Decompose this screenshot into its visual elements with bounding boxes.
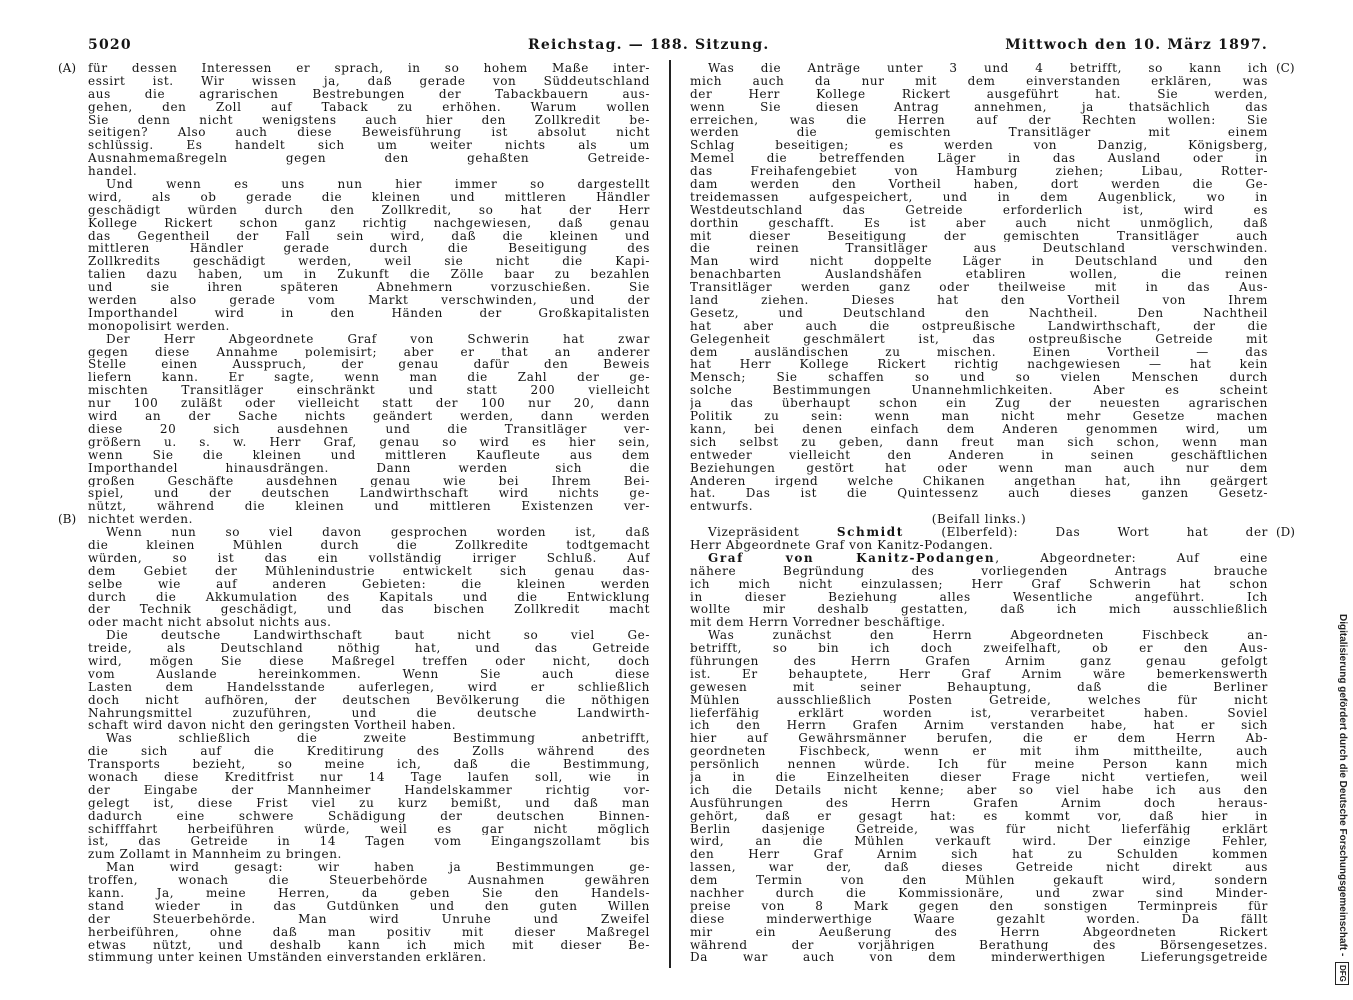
page-header xyxy=(88,36,1268,54)
text-line: nähere Begründung des vorliegenden Antrags brauche xyxy=(690,564,1268,578)
paragraph xyxy=(88,333,650,526)
text-span: Vizepräsident xyxy=(708,526,837,539)
text-line: wonach diese Kreditfrist nur 14 Tage laufen soll, wie in xyxy=(88,770,650,784)
text-line: lassen, war der, daß dieses Getreide nicht direkt aus xyxy=(690,861,1268,875)
session-date: Mittwoch den 10. März 1897. xyxy=(1005,37,1268,53)
text-line: diese 20 sich ausdehnen und die Transitläger ver- xyxy=(88,422,650,436)
text-line: gehört, daß er gesagt hat: es kommt vor, daß hier in xyxy=(690,809,1268,823)
text-line: ich mich nicht einzulassen; Herr Graf Schwerin hat schon xyxy=(690,577,1268,591)
credit-text: Digitalisierung gefördert durch die Deutsche Forschungsgemeinschaft - xyxy=(1337,614,1348,957)
text-line: für dessen Interessen er sprach, in so hohem Maße inter- xyxy=(88,62,650,75)
text-line: Kollege Rickert schon ganz richtig nachgewiesen, daß genau xyxy=(88,216,650,230)
text-line: in dieser Beziehung alles Wesentliche angeführt. Ich xyxy=(690,590,1268,604)
text-line: selbe wie auf anderen Gebieten: die kleinen werden xyxy=(88,577,650,591)
text-line: liefern kann. Er sagte, wenn man die Zahl der ge- xyxy=(88,371,650,385)
text-line: persönlich nennen würde. Ich für meine Person kann mich xyxy=(690,758,1268,771)
paragraph xyxy=(88,861,650,964)
text-line: dem Gebiet der Mühlenindustrie entwickelt sich genau das- xyxy=(88,564,650,578)
text-line: gewesen mit seiner Behauptung, daß die Berliner xyxy=(690,680,1268,694)
text-line: der Steuerbehörde. Man wird Unruhe und Zweifel xyxy=(88,912,650,926)
text-line: Westdeutschland das Getreide erforderlich ist, wird es xyxy=(690,203,1268,217)
text-line: aus die agrarischen Bestrebungen der Tabackbauern aus- xyxy=(88,87,650,101)
text-line: dadurch eine schwere Schädigung der deutschen Binnen- xyxy=(88,809,650,823)
text-line: erreichen, was die Herren auf der Rechten wollen: Sie xyxy=(690,113,1268,127)
text-line: der Herr Kollege Rickert ausgeführt hat. Sie werden, xyxy=(690,87,1268,101)
text-line: mit dem Herrn Vorredner beschäftige. xyxy=(690,616,946,630)
paragraph xyxy=(88,62,650,178)
margin-marker-a: (A) xyxy=(58,61,77,75)
text-line: ja in die Einzelheiten dieser Frage nicht vertiefen, weil xyxy=(690,770,1268,784)
text-line: würden, so ist das ein vollständig irriger Schluß. Auf xyxy=(88,551,650,565)
dfg-logo: DFG xyxy=(1335,962,1349,985)
text-line: Was zunächst den Herrn Abgeordneten Fischbeck an- xyxy=(708,629,1268,643)
text-line: großen Geschäfte ausdehnen genau wie bei Ihrem Bei- xyxy=(88,474,650,488)
text-line: die kleinen Mühlen durch die Zollkredite todtgemacht xyxy=(88,538,650,552)
text-line: treidemassen aufgespeichert, und in dem Augenblick, wo in xyxy=(690,190,1268,204)
text-line: etwas nützt, und deshalb kann ich mich mit dieser Be- xyxy=(88,938,650,952)
text-line: die sich auf die Kreditirung des Zolls während des xyxy=(88,745,650,759)
text-line: der Technik geschädigt, und das bischen Zollkredit macht xyxy=(88,603,650,617)
text-line: Der Herr Abgeordnete Graf von Schwerin hat zwar xyxy=(106,332,650,346)
text-line: hat aber auch die ostpreußische Landwirthschaft, der die xyxy=(690,319,1268,333)
text-line: land ziehen. Dieses hat den Vortheil von Ihrem xyxy=(690,294,1268,307)
text-line: vom Auslande hereinkommen. Wenn Sie auch diese xyxy=(88,667,650,681)
text-line: Herr Abgeordnete Graf von Kanitz-Podangen. xyxy=(690,538,994,552)
text-line: mir ein Aeußerung des Herrn Abgeordneten Rickert xyxy=(690,925,1268,939)
text-line: handel. xyxy=(88,165,138,179)
text-line: Importhandel hinausdrängen. Dann werden sich die xyxy=(88,461,650,475)
text-line: nachher durch die Kommissionäre, und zwar sind Minder- xyxy=(690,887,1268,900)
text-line: Politik zu sein: wenn man nicht mehr Gesetze machen xyxy=(690,410,1268,423)
text-line: Berlin dasjenige Getreide, was für nicht lieferfähig erklärt xyxy=(690,822,1268,836)
text-line: Transitläger werden ganz oder theilweise mit in das Aus- xyxy=(690,281,1268,295)
text-line: das Freihafengebiet von Hamburg ziehen; Libau, Rotter- xyxy=(690,165,1268,179)
text-line: Transports bezieht, so meine ich, daß die Bestimmung, xyxy=(88,758,650,771)
text-line: werden die gemischten Transitläger mit einem xyxy=(690,126,1268,140)
paragraph xyxy=(690,526,1268,552)
text-line: ja das überhaupt schon ein Zug der neuesten agrarischen xyxy=(690,397,1268,411)
text-column xyxy=(690,62,1268,964)
text-line: während der vorjährigen Berathung des Börsengesetzes. xyxy=(690,938,1268,952)
paragraph xyxy=(88,526,650,629)
text-line: ich den Herrn Grafen Arnim verstanden habe, hat er sich xyxy=(690,719,1268,733)
text-line: Sie denn nicht wenigstens auch hier den Zollkredit be- xyxy=(88,113,650,127)
text-line: essirt ist. Wir wissen ja, daß gerade von Süddeutschland xyxy=(88,74,650,88)
text-line: Man wird nicht doppelte Läger in Deutschland und den xyxy=(690,255,1268,269)
text-line: Man wird gesagt: wir haben ja Bestimmungen ge- xyxy=(106,861,650,875)
text-line: die reinen Transitläger aus Deutschland verschwinden. xyxy=(690,242,1268,256)
text-line: nichtet werden. xyxy=(88,513,194,527)
text-line: dam werden den Vortheil haben, dort werden die Ge- xyxy=(690,178,1268,191)
text-line: dorthin geschafft. Es ist aber auch nicht unmöglich, daß xyxy=(690,216,1268,230)
text-line: monopolisirt werden. xyxy=(88,319,230,333)
text-line: treide, als Deutschland nöthig hat, und das Getreide xyxy=(88,642,650,655)
text-line: Memel die betreffenden Läger in das Ausland oder in xyxy=(690,152,1268,166)
session-title: Reichstag. — 188. Sitzung. xyxy=(528,37,770,53)
text-line: wird an der Sache nichts geändert werden, dann werden xyxy=(88,410,650,423)
text-line: talien dazu haben, um in Zukunft die Zölle baar zu bezahlen xyxy=(88,268,650,282)
text-line: wenn Sie die kleinen und mittleren Kaufleute aus dem xyxy=(88,448,650,462)
text-line: stand wieder in das Gutdünken und den guten Willen xyxy=(88,899,650,913)
text-line xyxy=(690,526,1268,539)
text-line: troffen, wonach die Steuerbehörde Ausnahmen gewähren xyxy=(88,874,650,887)
text-line: Mühlen ausschließlich Posten Getreide, welches für nicht xyxy=(690,693,1268,707)
margin-marker-b: (B) xyxy=(58,512,77,526)
text-line: stimmung unter keinen Umständen einverstanden erklären. xyxy=(88,951,487,965)
text-line: hat. Das ist die Quintessenz auch dieses ganzen Gesetz- xyxy=(690,487,1268,501)
text-line: größern u. s. w. Herr Graf, genau so wird es hier sein, xyxy=(88,435,650,449)
text-line: Importhandel wird in den Händen der Großkapitalisten xyxy=(88,306,650,320)
text-line: hat Herr Kollege Rickert richtig nachgewiesen — hat kein xyxy=(690,358,1268,372)
text-line: hier auf Gewährsmänner berufen, die er dem Herrn Ab- xyxy=(690,732,1268,746)
text-line: kann. Ja, meine Herren, da geben Sie den Handels- xyxy=(88,887,650,900)
text-line: Die deutsche Landwirthschaft baut nicht so viel Ge- xyxy=(106,629,650,643)
text-line: Stelle einen Ausspruch, der genau dafür den Beweis xyxy=(88,358,650,372)
text-line: Was schließlich die zweite Bestimmung anbetrifft, xyxy=(106,732,650,746)
text-line: wird, mögen Sie diese Maßregel treffen oder nicht, doch xyxy=(88,654,650,668)
text-line: Ausnahmemaßregeln gegen den gehaßten Getreide- xyxy=(88,152,650,166)
text-line: mittleren Händler gerade durch die Beseitigung des xyxy=(88,242,650,256)
paragraph xyxy=(690,629,1268,964)
text-line: Ausführungen des Herrn Grafen Arnim doch heraus- xyxy=(690,796,1268,810)
text-line: Schlag beseitigen; es werden von Danzig, Königsberg, xyxy=(690,139,1268,153)
text-line: zum Zollamt in Mannheim zu bringen. xyxy=(88,848,342,862)
text-line: wollte mir deshalb gestatten, daß ich mich ausschließlich xyxy=(690,603,1268,617)
text-line: herbeiführen, ohne daß man positiv mit dieser Maßregel xyxy=(88,925,650,939)
text-line: und sie ihren späteren Abnehmern vorzuschießen. Sie xyxy=(88,281,650,295)
text-line: Da war auch von dem minderwerthigen Lieferungsgetreide xyxy=(690,951,1268,965)
text-line: Gelegenheit geschmälert ist, das ostpreußische Getreide mit xyxy=(690,332,1268,346)
text-line: Lasten dem Handelsstande auferlegen, wird er schließlich xyxy=(88,680,650,694)
text-line: entwurfs. xyxy=(690,500,754,514)
text-line: entweder vielleicht den Anderen in seinen geschäftlichen xyxy=(690,448,1268,462)
text-line: betrifft, so bin ich doch zweifelhaft, ob er den Aus- xyxy=(690,642,1268,655)
text-line: Was die Anträge unter 3 und 4 betrifft, so kann ich xyxy=(708,62,1268,75)
text-line: der Eingabe der Mannheimer Handelskammer richtig vor- xyxy=(88,783,650,797)
text-line: das Gegentheil der Fall sein wird, daß die kleinen und xyxy=(88,229,650,243)
text-line: doch nicht aufhören, der deutschen Bevölkerung die nöthigen xyxy=(88,693,650,707)
text-line: wird, an die Mühlen verkauft wird. Der einzige Fehler, xyxy=(690,835,1268,849)
speaker-name: Schmidt xyxy=(836,526,904,539)
text-line: mich auch da nur mit dem einverstanden erklären, was xyxy=(690,74,1268,88)
paragraph xyxy=(88,629,650,732)
text-line: mit dieser Beseitigung der gemischten Transitläger auch xyxy=(690,229,1268,243)
text-line: dem Termin von den Mühlen gekauft wird, sondern xyxy=(690,874,1268,887)
text-span: , Abgeordneter: Auf eine xyxy=(995,551,1268,565)
text-line: seitigen? Also auch diese Beweisführung ist absolut nicht xyxy=(88,126,650,140)
text-line: den Herr Graf Arnim sich hat zu Schulden kommen xyxy=(690,848,1268,862)
text-line: schlüssig. Es handelt sich um weiter nichts als um xyxy=(88,139,650,153)
text-line xyxy=(690,552,1268,565)
text-line: schaft wird davon nicht den geringsten Vortheil haben. xyxy=(88,719,457,733)
text-line: gehen, den Zoll auf Taback zu erhöhen. Warum wollen xyxy=(88,100,650,114)
text-line: ich die Details nicht kenne; aber so viel habe ich aus den xyxy=(690,783,1268,797)
text-span: (Elberfeld): Das Wort hat der xyxy=(903,526,1268,539)
text-line: nur 100 zuläßt oder vielleicht statt der 100 nur 20, dann xyxy=(88,397,650,411)
text-line: gegen diese Annahme polemisirt; aber er that an anderer xyxy=(88,345,650,359)
text-line: Nahrungsmittel zuzuführen, und die deutsche Landwirth- xyxy=(88,706,650,720)
text-line: schifffahrt herbeiführen würde, weil es gar nicht möglich xyxy=(88,822,650,836)
text-line: mischten Transitläger einschränkt und statt 200 vielleicht xyxy=(88,384,650,398)
text-line: kann, bei denen einfach dem Anderen genommen wird, um xyxy=(690,422,1268,436)
text-line: wird, als ob gerade die kleinen und mittleren Händler xyxy=(88,190,650,204)
page-number: 5020 xyxy=(88,37,132,53)
text-line: Beziehungen gestört hat oder wenn man auch nur dem xyxy=(690,461,1268,475)
paragraph xyxy=(690,62,1268,513)
text-line: geordneten Fischbeck, wenn er mit ihm mittheilte, auch xyxy=(690,745,1268,759)
text-line: werden also gerade vom Markt verschwinden, und der xyxy=(88,294,650,307)
text-line: diese minderwerthige Waare gezahlt worden. Da fällt xyxy=(690,912,1268,926)
text-column xyxy=(88,62,650,964)
text-line: geschädigt würden durch den Zollkredit, so hat der Herr xyxy=(88,203,650,217)
paragraph xyxy=(690,552,1268,629)
column-divider xyxy=(669,60,671,968)
text-line: sich selbst zu geben, dann freut man sich schon, wenn man xyxy=(690,435,1268,449)
digitization-credit xyxy=(1334,614,1350,994)
text-line: dem ausländischen zu mischen. Einen Vortheil — das xyxy=(690,345,1268,359)
text-line: preise von 8 Mark gegen den sonstigen Terminpreis für xyxy=(690,899,1268,913)
text-line: (Beifall links.) xyxy=(931,513,1027,527)
text-line: Und wenn es uns nun hier immer so dargestellt xyxy=(106,178,650,191)
text-line: ist. Er behauptete, Herr Graf Arnim wäre bemerkenswerth xyxy=(690,667,1268,681)
text-line: spiel, und der deutschen Landwirthschaft wird nichts ge- xyxy=(88,487,650,501)
text-line: lieferfähig erklärt worden ist, verarbeitet haben. Soviel xyxy=(690,706,1268,720)
interjection xyxy=(690,513,1268,526)
margin-marker-c: (C) xyxy=(1276,61,1295,75)
paragraph xyxy=(88,732,650,861)
text-line: Wenn nun so viel davon gesprochen worden ist, daß xyxy=(106,526,650,539)
paragraph xyxy=(88,178,650,333)
text-line: solche Bestimmungen Unannehmlichkeiten. Aber es scheint xyxy=(690,384,1268,398)
text-line: führungen des Herrn Grafen Arnim ganz genau gefolgt xyxy=(690,654,1268,668)
text-line: Mensch; Sie schaffen so und so vielen Menschen durch xyxy=(690,371,1268,385)
text-line: wenn Sie diesen Antrag annehmen, ja thatsächlich das xyxy=(690,100,1268,114)
text-line: gelegt ist, diese Frist viel zu kurz bemißt, und daß man xyxy=(88,796,650,810)
text-line: durch die Akkumulation des Kapitals und die Entwicklung xyxy=(88,590,650,604)
text-line: benachbarten Auslandshäfen etabliren wollen, die reinen xyxy=(690,268,1268,282)
text-line: nützt, während die kleinen und mittleren Existenzen ver- xyxy=(88,500,650,514)
text-line: Zollkredits geschädigt werden, weil sie nicht die Kapi- xyxy=(88,255,650,269)
text-line: Anderen irgend welche Chikanen angethan hat, ihn geärgert xyxy=(690,474,1268,488)
speaker-name: Graf von Kanitz-Podangen xyxy=(708,551,996,565)
margin-marker-d: (D) xyxy=(1276,525,1295,539)
text-line: Gesetz, und Deutschland den Nachtheil. Den Nachtheil xyxy=(690,306,1268,320)
text-line: ist, das Getreide in 14 Tagen vom Eingangszollamt bis xyxy=(88,835,650,849)
text-line: oder macht nicht absolut nichts aus. xyxy=(88,616,332,630)
